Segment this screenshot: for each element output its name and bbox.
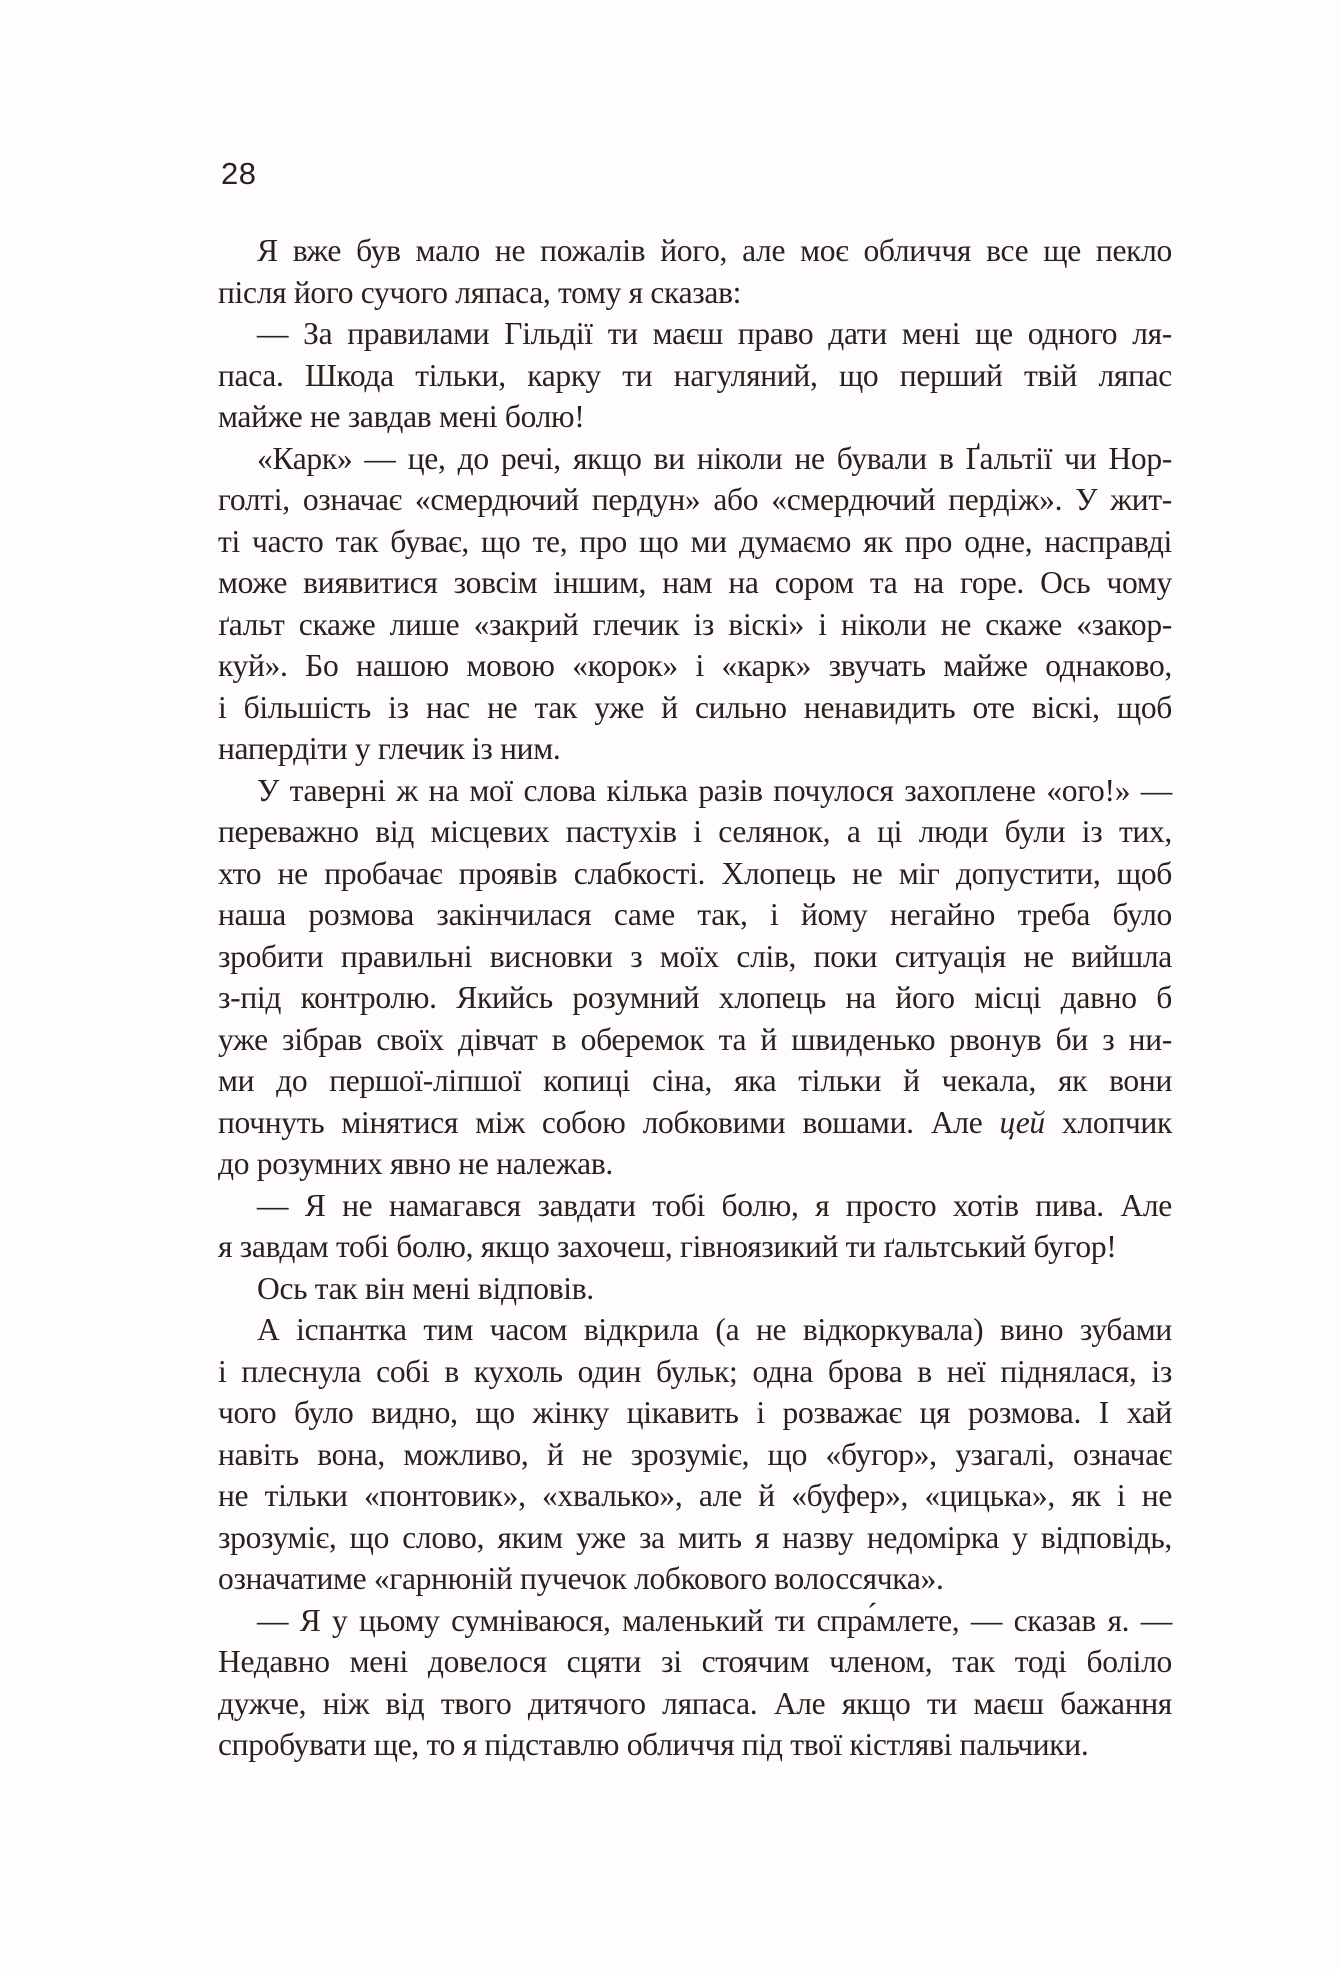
text-line: Я вже був мало не пожалів його, але моє обличчя все ще пекло [257, 233, 1172, 268]
text-line: голті, означає «смердючий пердун» або «смердючий пердіж». У жит- [218, 482, 1172, 517]
text-line: зробити правильні висновки з моїх слів, поки ситуація не вийшла [218, 938, 1172, 974]
text-line: не тільки «понтовик», «хвалько», але й «буфер», «цицька», як і не [218, 1478, 1172, 1513]
text-line: уже зібрав своїх дівчат в оберемок та й швиденько рвонув би з ни- [218, 1021, 1172, 1057]
text-line: з-під контролю. Якийсь розумний хлопець на його місці давно б [218, 980, 1172, 1015]
text-line: «Карк» — це, до речі, якщо ви ніколи не бували в Ґальтії чи Нор- [257, 440, 1172, 476]
text-line: — Я у цьому сумніваюся, маленький ти спра́млете, — сказав я. — [257, 1602, 1172, 1638]
text-line: після його сучого ляпаса, тому я сказав: [218, 274, 742, 310]
text-line: ґальт скаже лише «закрий глечик із віскі» і ніколи не скаже «закор- [218, 606, 1172, 642]
text-line: — За правилами Гільдії ти маєш право дати мені ще одного ля- [257, 316, 1172, 351]
text-line: і плеснула собі в кухоль один бульк; одна брова в неї піднялася, із [218, 1353, 1172, 1389]
italic-word: цей [999, 1104, 1045, 1140]
text-line [218, 1102, 1172, 1144]
text-line: дужче, ніж від твого дитячого ляпаса. Але якщо ти маєш бажання [218, 1685, 1172, 1721]
text-line: наша розмова закінчилася саме так, і йому негайно треба було [218, 897, 1172, 932]
text-line: — Я не намагався завдати тобі болю, я просто хотів пива. Але [257, 1187, 1172, 1223]
text-line: навіть вона, можливо, й не зрозуміє, що «бугор», узагалі, означає [218, 1436, 1172, 1472]
text-line: паса. Шкода тільки, карку ти нагуляний, що перший твій ляпас [218, 357, 1172, 393]
text-run: хлопчик [1044, 1104, 1172, 1140]
body-text [218, 230, 1172, 1766]
text-line: переважно від місцевих пастухів і селянок, а ці люди були із тих, [218, 814, 1172, 849]
text-line: я завдам тобі болю, якщо захочеш, гівноязикий ти ґальтський бугор! [218, 1229, 1117, 1264]
text-line: ми до першої-ліпшої копиці сіна, яка тільки й чекала, як вони [218, 1063, 1172, 1098]
text-line: У таверні ж на мої слова кілька разів почулося захоплене «ого!» — [257, 772, 1172, 808]
text-run: почнуть мінятися між собою лобковими вошами. Але [218, 1104, 1000, 1140]
text-line: означатиме «гарнюній пучечок лобкового волоссячка». [218, 1561, 944, 1596]
text-line: А іспантка тим часом відкрила (а не відкоркувала) вино зубами [257, 1312, 1172, 1347]
text-line: зрозуміє, що слово, яким уже за мить я назву недомірка у відповідь, [218, 1519, 1172, 1555]
text-line: майже не завдав мені болю! [218, 399, 585, 434]
text-line: Ось так він мені відповів. [257, 1270, 594, 1306]
page-number: 28 [221, 156, 257, 191]
text-line: куй». Бо нашою мовою «корок» і «карк» звучать майже однаково, [218, 648, 1172, 683]
text-line: ті часто так буває, що те, про що ми думаємо як про одне, насправді [218, 523, 1172, 559]
text-line: чого було видно, що жінку цікавить і розважає ця розмова. І хай [218, 1395, 1172, 1430]
text-line: Недавно мені довелося сцяти зі стоячим членом, так тоді боліло [218, 1644, 1172, 1679]
text-line: до розумних явно не належав. [218, 1146, 614, 1181]
text-line: і більшість із нас не так уже й сильно ненавидить оте віскі, щоб [218, 689, 1172, 725]
text-line: може виявитися зовсім іншим, нам на сором та на горе. Ось чому [218, 565, 1172, 600]
text-line: напердіти у глечик із ним. [218, 731, 561, 766]
text-line: хто не пробачає проявів слабкості. Хлопець не міг допустити, щоб [218, 855, 1172, 891]
text-line: спробувати ще, то я підставлю обличчя під твої кістляві пальчики. [218, 1727, 1089, 1762]
